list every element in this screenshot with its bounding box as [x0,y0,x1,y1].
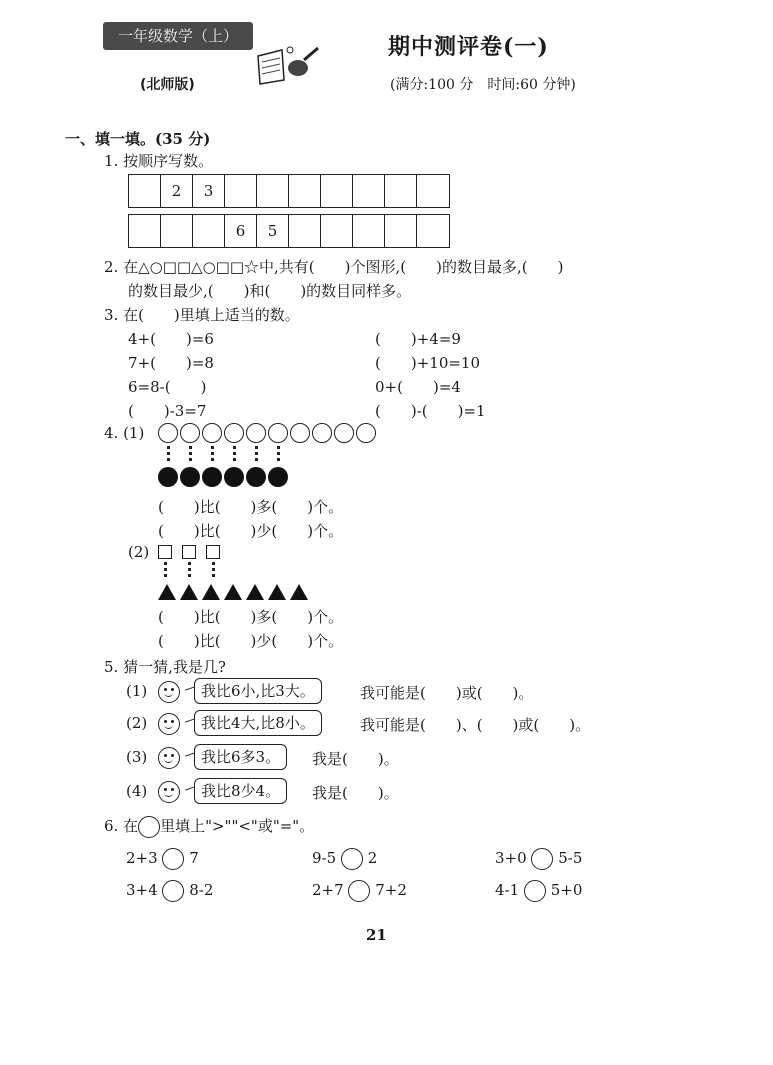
triangle-icon [202,584,220,600]
q6-label-post: 里填上">""<"或"="。 [160,817,315,835]
grid-row-1-cell[interactable] [289,175,321,207]
triangle-row [158,584,308,600]
grid-row-2-cell[interactable] [193,215,225,247]
series-badge: 一年级数学（上） [103,22,253,50]
correspondence-dots [211,446,214,464]
q5-item-4-answer: 我是( )。 [312,784,399,802]
filled-circle-icon [180,467,200,487]
grid-row-1-cell[interactable] [385,175,417,207]
q5-label: 5. 猜一猜,我是几? [104,658,226,676]
speech-bubble-4: 我比8少4。 [194,778,287,804]
section-heading: 一、填一填。(35 分) [65,130,211,148]
smiley-face-icon [158,713,180,735]
smiley-face-icon [158,681,180,703]
smiley-face-icon [158,747,180,769]
correspondence-dots [212,562,215,580]
hollow-circle-icon [312,423,332,443]
q6-item-5: 2+7 7+2 [312,880,407,902]
hollow-circle-icon [202,423,222,443]
grid-row-2-cell[interactable] [353,215,385,247]
triangle-icon [180,584,198,600]
q5-item-4-number: (4) [126,782,148,800]
speech-bubble-1: 我比6小,比3大。 [194,678,322,704]
q1-label: 1. 按顺序写数。 [104,152,214,170]
q2-line-2: 的数目最少,( )和( )的数目同样多。 [128,282,412,300]
page-title: 期中测评卷(一) [388,34,549,60]
q3-left-3: 6=8-( ) [128,378,207,396]
q3-left-2: 7+( )=8 [128,354,214,372]
q5-item-3-answer: 我是( )。 [312,750,399,768]
hollow-circle-icon [334,423,354,443]
q3-left-1: 4+( )=6 [128,330,214,348]
triangle-icon [224,584,242,600]
grid-row-1-cell[interactable] [417,175,449,207]
q4-label-2: (2) [128,543,150,561]
filled-circle-icon [246,467,266,487]
square-row [158,545,220,559]
grid-row-2-cell[interactable] [385,215,417,247]
q4-p2-line-2: ( )比( )少( )个。 [158,632,344,650]
speech-bubble-3: 我比6多3。 [194,744,287,770]
square-icon [206,545,220,559]
q6-item-1: 2+3 7 [126,848,199,870]
q4-p2-line-1: ( )比( )多( )个。 [158,608,344,626]
answer-circle-icon[interactable] [162,848,184,870]
q3-right-3: 0+( )=4 [375,378,461,396]
filled-circle-icon [268,467,288,487]
answer-circle-icon[interactable] [162,880,184,902]
filled-circle-icon [158,467,178,487]
grid-row-2-cell: 6 [225,215,257,247]
correspondence-dots [189,446,192,464]
grid-row-2-cell[interactable] [129,215,161,247]
q5-item-1-answer: 我可能是( )或( )。 [360,684,534,702]
q6-item-6: 4-1 5+0 [495,880,582,902]
correspondence-dots [277,446,280,464]
grid-row-1-cell[interactable] [129,175,161,207]
grid-row-2-cell[interactable] [161,215,193,247]
q3-right-1: ( )+4=9 [375,330,461,348]
hollow-circle-icon [224,423,244,443]
answer-circle-icon[interactable] [348,880,370,902]
edition-label: (北师版) [140,77,195,93]
correspondence-dots [233,446,236,464]
q3-right-2: ( )+10=10 [375,354,481,372]
answer-circle-icon[interactable] [531,848,553,870]
triangle-icon [290,584,308,600]
grid-row-1-cell[interactable] [353,175,385,207]
book-illustration-icon [254,42,324,86]
speech-bubble-2: 我比4大,比8小。 [194,710,322,736]
page-number: 21 [366,926,387,944]
hollow-circle-row [158,423,376,443]
answer-circle-icon [138,816,160,838]
grid-row-2-cell[interactable] [321,215,353,247]
q4-p1-line-2: ( )比( )少( )个。 [158,522,344,540]
grid-row-1-cell: 2 [161,175,193,207]
hollow-circle-icon [356,423,376,443]
correspondence-dots [188,562,191,580]
hollow-circle-icon [290,423,310,443]
correspondence-dots [164,562,167,580]
q4-p1-line-1: ( )比( )多( )个。 [158,498,344,516]
grid-row-1-cell: 3 [193,175,225,207]
hollow-circle-icon [158,423,178,443]
q5-item-3-number: (3) [126,748,148,766]
q6-item-3: 3+0 5-5 [495,848,582,870]
grid-row-2-cell[interactable] [289,215,321,247]
correspondence-dots [167,446,170,464]
q5-item-1-number: (1) [126,682,148,700]
filled-circle-icon [224,467,244,487]
square-icon [158,545,172,559]
filled-circle-row [158,467,288,487]
q2-line-1: 2. 在△○□□△○□□☆中,共有( )个图形,( )的数目最多,( ) [104,258,564,276]
triangle-icon [246,584,264,600]
q3-left-4: ( )-3=7 [128,402,207,420]
filled-circle-icon [202,467,222,487]
score-time-info: (满分:100 分 时间:60 分钟) [390,77,576,93]
answer-circle-icon[interactable] [341,848,363,870]
q6-label-pre: 6. 在 [104,817,139,835]
triangle-icon [268,584,286,600]
grid-row-1-cell[interactable] [225,175,257,207]
grid-row-2-cell[interactable] [417,215,449,247]
square-icon [182,545,196,559]
grid-row-1-cell[interactable] [257,175,289,207]
q5-item-2-answer: 我可能是( )、( )或( )。 [360,716,591,734]
answer-circle-icon[interactable] [524,880,546,902]
smiley-face-icon [158,781,180,803]
q4-label-1: 4. (1) [104,424,145,442]
hollow-circle-icon [180,423,200,443]
q6-label [104,815,314,838]
correspondence-dots [255,446,258,464]
hollow-circle-icon [246,423,266,443]
triangle-icon [158,584,176,600]
q3-label: 3. 在( )里填上适当的数。 [104,306,300,324]
q6-item-4: 3+4 8-2 [126,880,213,902]
grid-row-2-cell: 5 [257,215,289,247]
grid-row-1-cell[interactable] [321,175,353,207]
q6-item-2: 9-5 2 [312,848,377,870]
hollow-circle-icon [268,423,288,443]
q5-item-2-number: (2) [126,714,148,732]
number-grid-row-2 [128,214,450,248]
q3-right-4: ( )-( )=1 [375,402,486,420]
number-grid-row-1 [128,174,450,208]
